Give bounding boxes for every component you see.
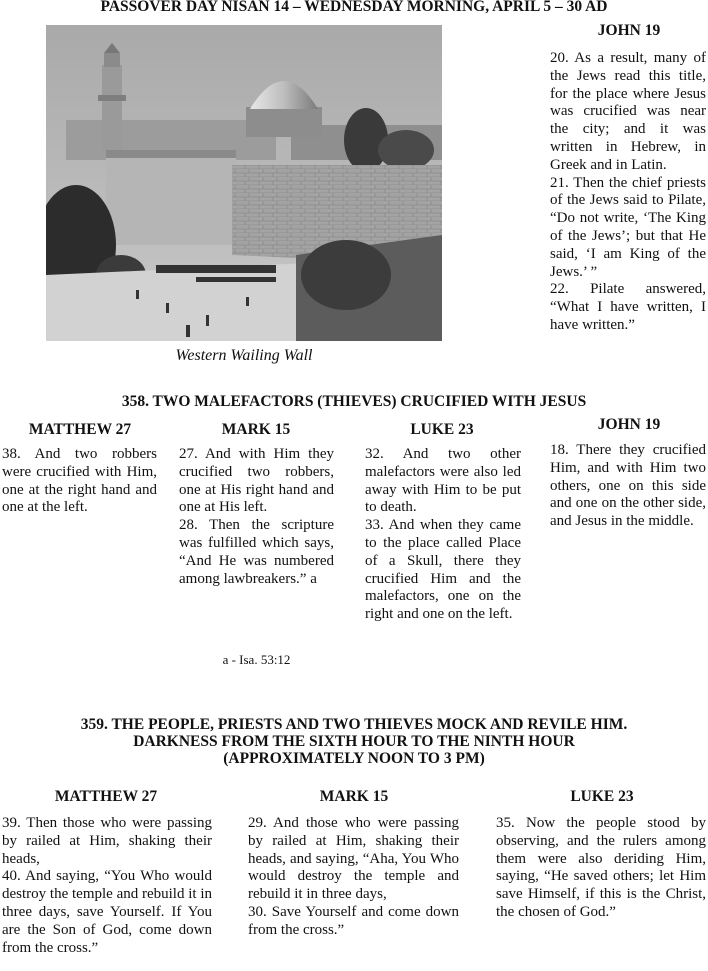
verse: 18. There they crucified Him, and with Him two others, one on this side and one on the other side, and Jesus in the middle. — [550, 442, 706, 530]
verse: 33. And when they came to the place called Place of a Skull, there they crucified Him and the malefactors, one on the right and one on the left. — [365, 517, 521, 623]
s358-matthew-heading: MATTHEW 27 — [28, 421, 132, 438]
verse: 39. Then those who were passing by railed at Him, shaking their heads, — [2, 815, 212, 867]
verse: 38. And two robbers were crucified with Him, one at the right hand and one at the left. — [2, 446, 157, 516]
verse: 21. Then the chief priests of the Jews said to Pilate, “Do not write, ‘The King of the Jews’; but that He said, ‘I am King of the Jews.’ ” — [550, 174, 706, 280]
s358-mark-footnote: a - Isa. 53:12 — [222, 652, 291, 667]
section-358-title: 358. TWO MALEFACTORS (THIEVES) CRUCIFIED WITH JESUS — [121, 393, 587, 410]
title-line: DARKNESS FROM THE SIXTH HOUR TO THE NINTH HOUR — [133, 733, 575, 750]
s359-mark-text — [248, 815, 459, 940]
verse: 27. And with Him they crucified two robbers, one at His right hand and one at His left. — [179, 446, 334, 516]
s358-john-text — [550, 442, 706, 531]
verse: 40. And saying, “You Who would destroy the temple and rebuild it in three days, save Yourself. If You are the Son of God, come down from the cross.” — [2, 868, 212, 956]
verse: 30. Save Yourself and come down from the cross.” — [248, 903, 459, 938]
s359-luke-heading: LUKE 23 — [570, 788, 634, 805]
s358-luke-heading: LUKE 23 — [410, 421, 474, 438]
verse: 35. Now the people stood by observing, and the rulers among them were also deriding Him, saying, “He saved others; let Him save Himself, if this is the Christ, the chosen of God.” — [496, 815, 706, 920]
s359-mark-heading: MARK 15 — [319, 788, 389, 805]
page-header: PASSOVER DAY NISAN 14 – WEDNESDAY MORNING, APRIL 5 – 30 AD — [100, 0, 608, 15]
s359-matthew-heading: MATTHEW 27 — [54, 788, 158, 805]
john-19-heading-top: JOHN 19 — [597, 22, 661, 39]
western-wall-photo — [46, 25, 442, 341]
verse: 22. Pilate answered, “What I have written, I have written.” — [550, 281, 706, 333]
western-wall-illustration — [46, 25, 442, 341]
photo-caption: Western Wailing Wall — [175, 347, 313, 364]
title-line: 359. THE PEOPLE, PRIESTS AND TWO THIEVES MOCK AND REVILE HIM. — [80, 716, 628, 733]
section-359-title — [0, 716, 708, 767]
s358-luke-text — [365, 446, 521, 624]
s359-matthew-text — [2, 815, 212, 957]
s358-john-heading: JOHN 19 — [597, 416, 661, 433]
s358-matthew-text — [2, 446, 157, 517]
s359-luke-text — [496, 815, 706, 922]
verse: 20. As a result, many of the Jews read this title, for the place where Jesus was crucified was near the city; and it was written in Hebrew, in Greek and in Latin. — [550, 50, 706, 173]
title-line: (APPROXIMATELY NOON TO 3 PM) — [223, 750, 485, 767]
s358-mark-heading: MARK 15 — [221, 421, 291, 438]
john-19-text-top — [550, 50, 706, 335]
verse: 28. Then the scripture was fulfilled which says, “And He was numbered among lawbreakers.” a — [179, 517, 334, 587]
verse: 29. And those who were passing by railed at Him, shaking their heads, and saying, “Aha, You Who would destroy the temple and rebuild it in three days, — [248, 815, 459, 903]
verse: 32. And two other malefactors were also led away with Him to be put to death. — [365, 446, 521, 516]
s358-mark-text — [179, 446, 334, 588]
